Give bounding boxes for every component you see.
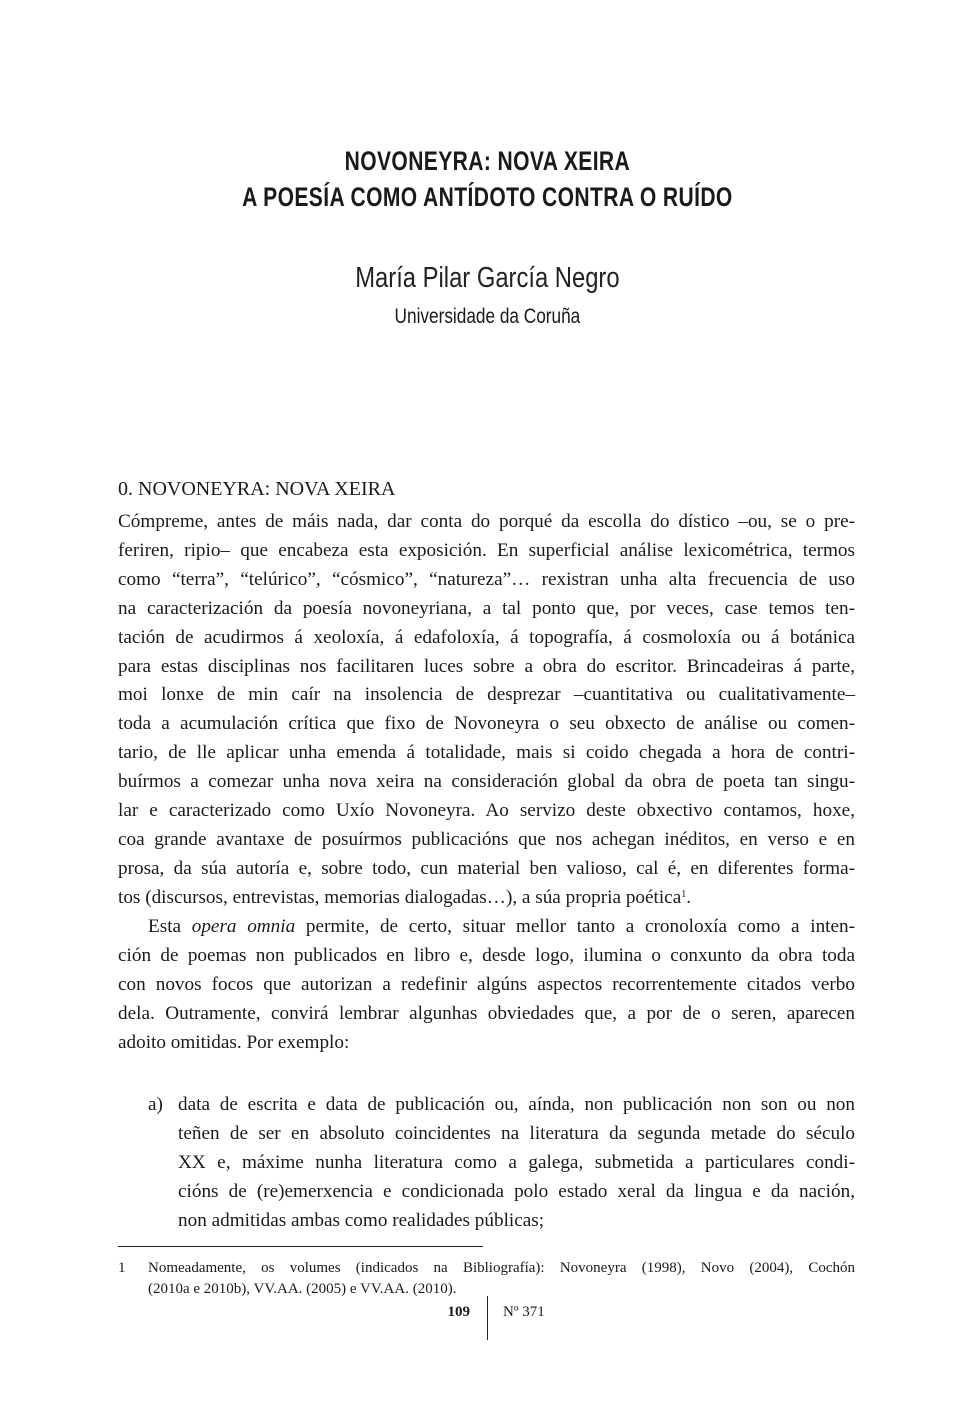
- text-line: non admitidas ambas como realidades públicas;: [178, 1209, 545, 1231]
- text-line: toda a acumulación crítica que fixo de Novoneyra o seu obxecto de análise ou comen-: [118, 713, 855, 735]
- text: tos (discursos, entrevistas, memorias dialogadas…), a súa propria poética: [118, 887, 682, 908]
- italic-term: opera omnia: [191, 916, 296, 937]
- text-line: lar e caracterizado como Uxío Novoneyra. Ao servizo deste obxectivo contamos, hoxe,: [118, 800, 855, 821]
- text-line: tario, de lle aplicar unha emenda á totalidade, mais si coido chegada a hora de contri-: [118, 742, 855, 764]
- text-line: tación de acudirmos á xeoloxía, á edafoloxía, á topografía, á cosmoloxía ou á botánica: [118, 626, 855, 648]
- issue-number: Nº 371: [503, 1304, 545, 1320]
- footer-separator: [487, 1296, 488, 1340]
- text-line: coa grande avantaxe de posuírmos publicacións que nos achegan inéditos, en verso e en: [118, 828, 855, 850]
- text-line: prosa, da súa autoría e, sobre todo, cun material ben valioso, cal é, en diferentes forma-: [118, 857, 855, 879]
- paragraph-1-last-line: tos (discursos, entrevistas, memorias dialogadas…), a súa propria poética$^1$.: [118, 887, 692, 908]
- section-heading: 0. NOVONEYRA: NOVA XEIRA: [118, 478, 396, 500]
- text-line: (2010a e 2010b), VV.AA. (2005) e VV.AA. (2010).: [148, 1281, 457, 1297]
- text-line: XX e, máxime nunha literatura como a galega, submetida a particulares condi-: [178, 1151, 855, 1173]
- author-name: María Pilar García Negro: [355, 262, 620, 294]
- article-title-line-1: NOVONEYRA: NOVA XEIRA: [344, 146, 631, 176]
- text-line: como “terra”, “telúrico”, “cósmico”, “natureza”… rexistran unha alta frecuencia de uso: [118, 568, 855, 590]
- text-line: ción de poemas non publicados en libro e, desde logo, ilumina o conxunto da obra toda: [118, 945, 855, 966]
- text: permite, de certo, situar mellor tanto a cronoloxía como a inten-: [295, 916, 856, 937]
- text-line: adoito omitidas. Por exemplo:: [118, 1031, 350, 1053]
- list-marker: a): [148, 1094, 163, 1115]
- text: Esta: [148, 916, 192, 937]
- text-line: Nomeadamente, os volumes (indicados na Bibliografía): Novoneyra (1998), Novo (2004), Cochón: [148, 1260, 855, 1276]
- article-title-line-2: A POESÍA COMO ANTÍDOTO CONTRA O RUÍDO: [242, 182, 733, 212]
- text-line: buírmos a comezar unha nova xeira na consideración global da obra de poeta tan singu-: [118, 771, 855, 793]
- text-line: feriren, ripio– que encabeza esta exposición. En superficial análise lexicométrica, termos: [118, 539, 855, 561]
- footnote-number: 1: [118, 1260, 126, 1276]
- text-line: con novos focos que autorizan a redefinir algúns aspectos recorrentemente citados verbo: [118, 973, 855, 995]
- text-line: teñen de ser en absoluto coincidentes na literatura da segunda metade do século: [178, 1122, 855, 1144]
- paragraph-2-first-line: [148, 915, 855, 939]
- text-line: para estas disciplinas nos facilitaren luces sobre a obra do escritor. Brincadeiras á parte,: [118, 655, 855, 677]
- footnote-reference[interactable]: 1: [681, 889, 687, 900]
- page-number: 109: [447, 1304, 470, 1320]
- text-line: na caracterización da poesía novoneyriana, a tal ponto que, por veces, case temos ten-: [118, 597, 855, 619]
- text-line: moi lonxe de min caír na insolencia de desprezar –cuantitativa ou cualitativamente–: [118, 684, 855, 706]
- text-line: cións de (re)emerxencia e condicionada polo estado xeral da lingua e da nación,: [178, 1180, 855, 1202]
- footnote-divider: [118, 1246, 483, 1247]
- author-affiliation: Universidade da Coruña: [394, 305, 581, 328]
- text-line: data de escrita e data de publicación ou, aínda, non publicación non son ou non: [178, 1094, 855, 1115]
- text-line: Cómpreme, antes de máis nada, dar conta do porqué da escolla do dístico –ou, se o pre-: [118, 511, 855, 532]
- text-line: dela. Outramente, convirá lembrar algunhas obviedades que, a por de o seren, aparecen: [118, 1002, 855, 1024]
